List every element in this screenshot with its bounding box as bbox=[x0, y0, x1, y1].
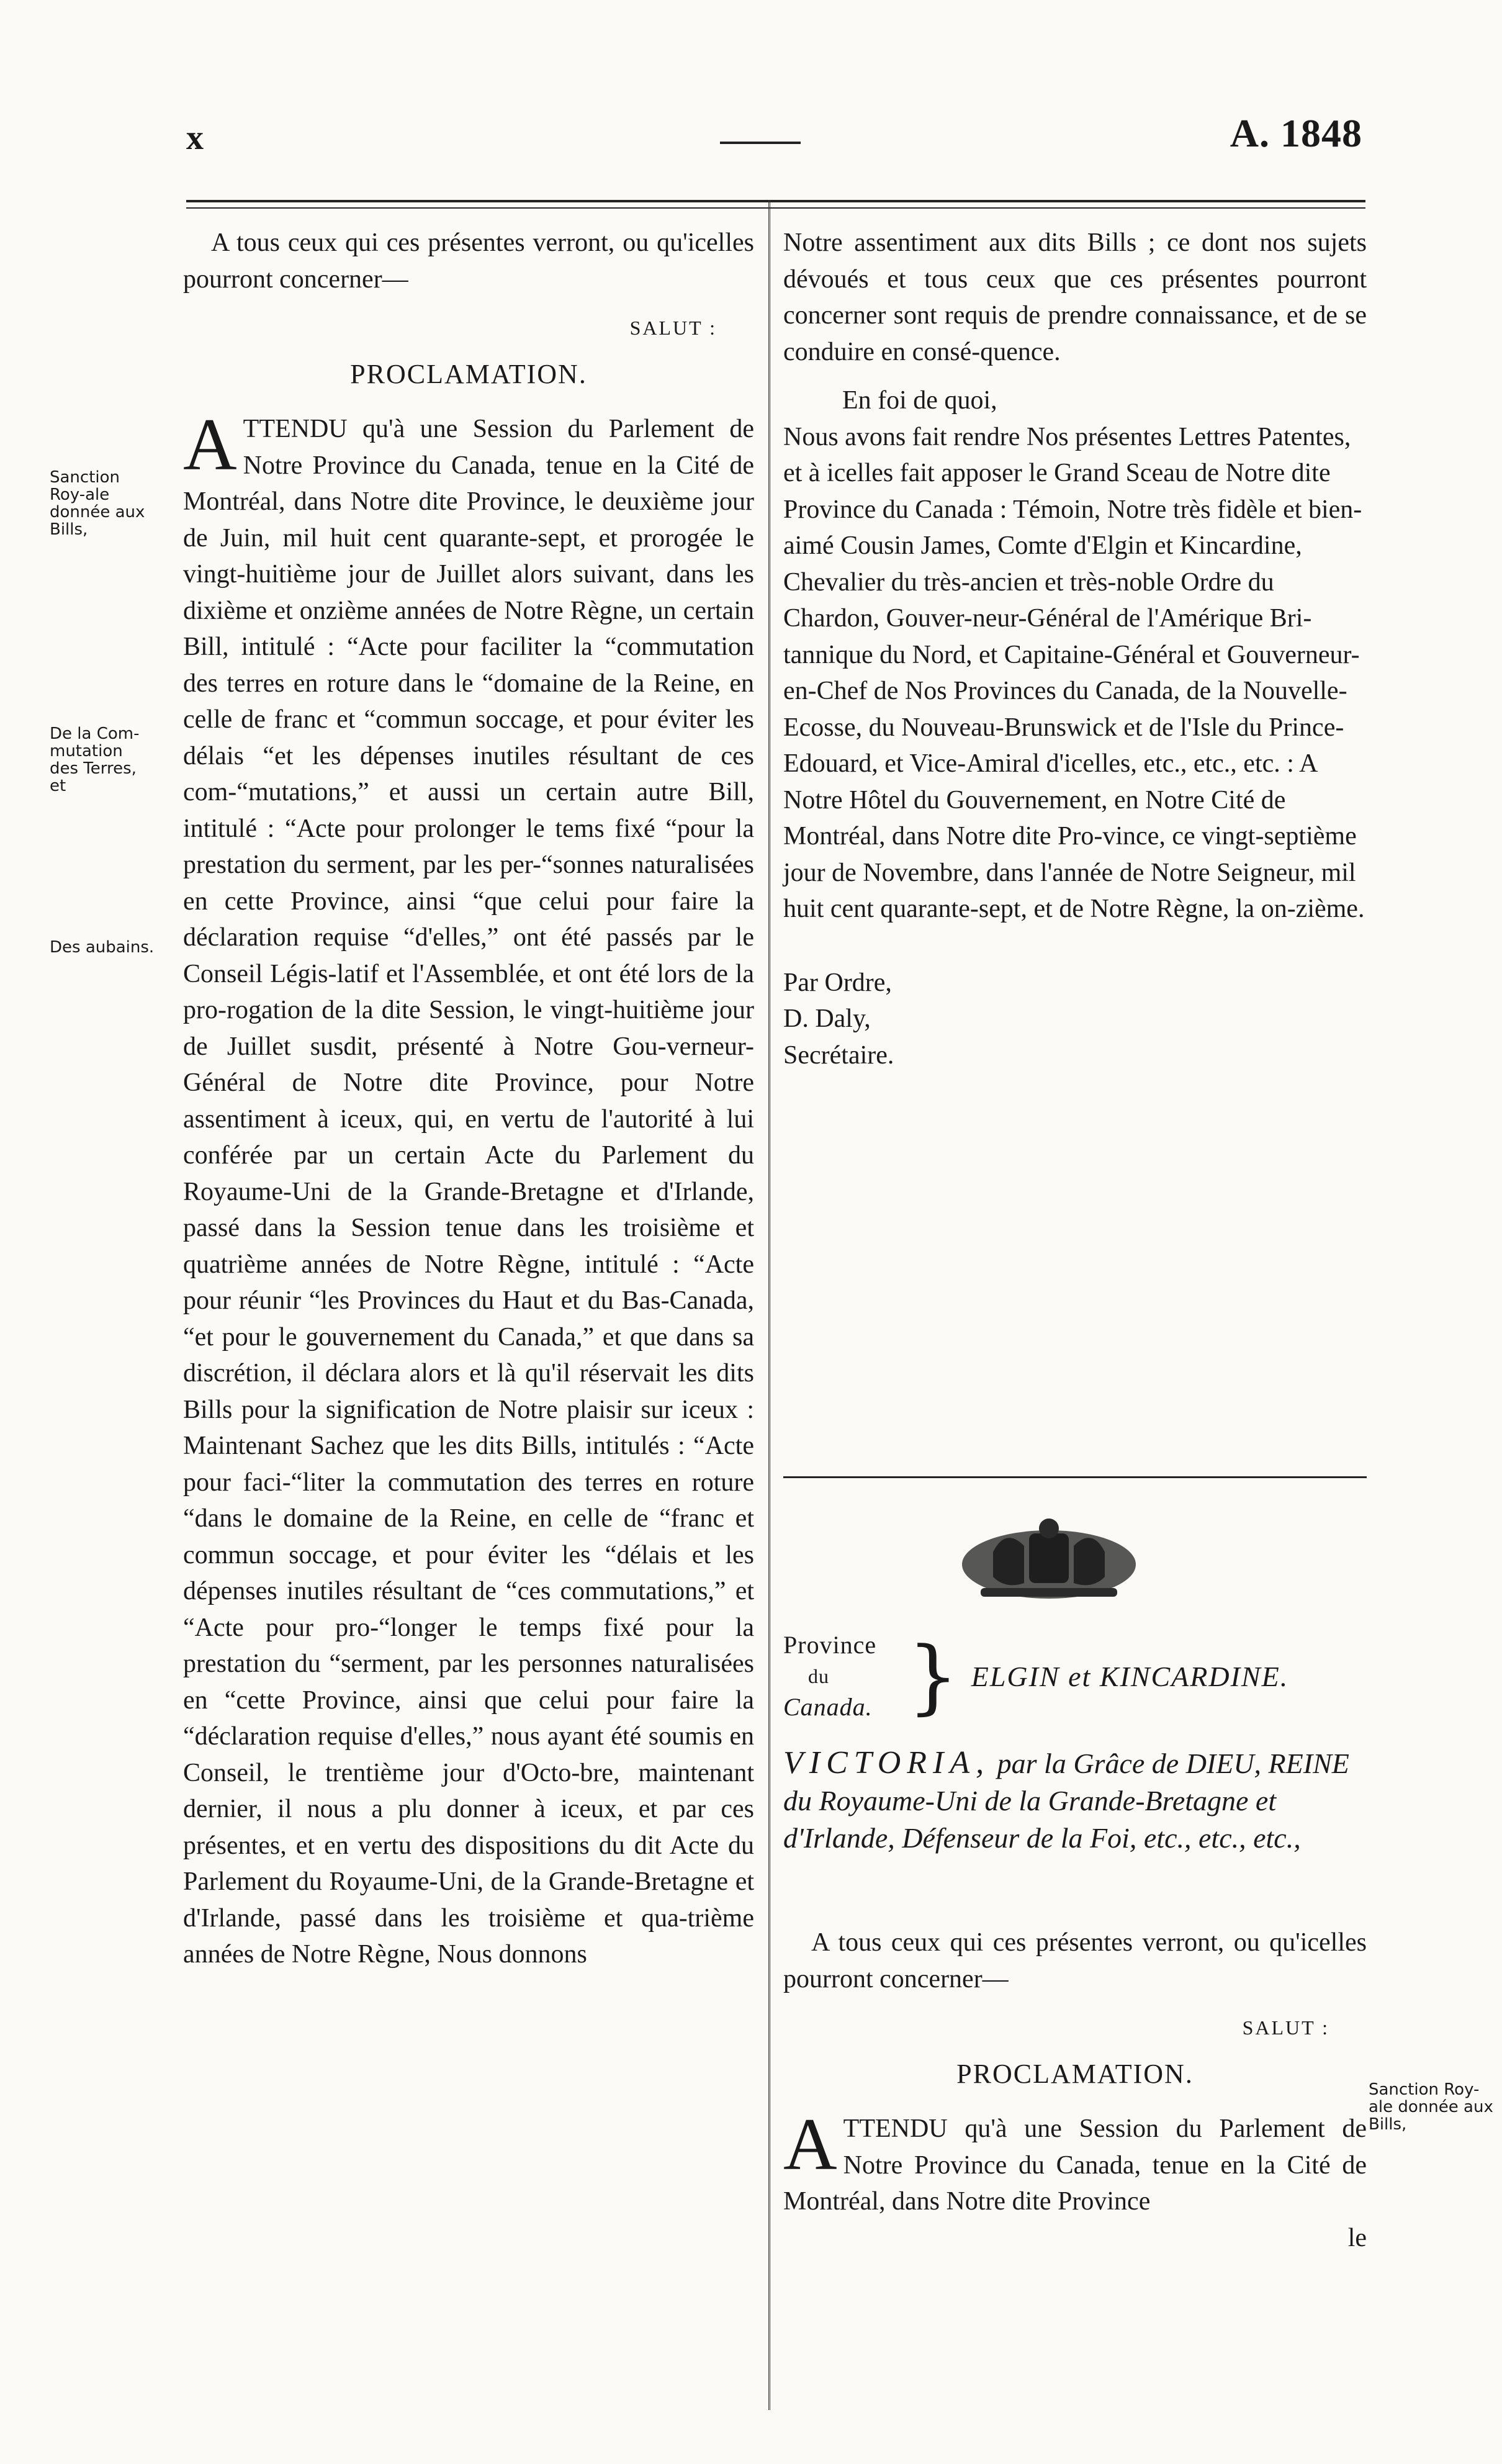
page-year: A. 1848 bbox=[1230, 111, 1362, 155]
par-ordre: Par Ordre, bbox=[783, 968, 892, 997]
top-rule-thin bbox=[186, 207, 1365, 209]
victoria-name: VICTORIA, bbox=[783, 1745, 991, 1780]
section-rule bbox=[783, 1476, 1367, 1478]
salut-line-2: SALUT : bbox=[1242, 2016, 1329, 2039]
proclamation-body-text: TTENDU qu'à une Session du Parlement de Notre Province du Canada, tenue en la Cité de Montréal, dans Notre dite Province, le deuxième jour de Juin, mil huit cent quarante-sept, et prorogée le vingt-huitième jour de Juillet alors suivant, dans les dixième et onzième années de Notre Règne, un certain Bill, intitulé : “Acte pour faciliter la “commutation des terres en roture dans le “domaine de la Reine, en celle de franc et “commun soccage, et pour éviter les délais “et les dépenses inutiles résultant de ces com-“mutations,” et aussi un certain autre Bill, intitulé : “Acte pour prolonger le tems fixé “pour la prestation du serment, par les per-“sonnes naturalisées en cette Province, ainsi “que celui pour faire la déclaration requise “d'elles,” ont été passés par le Conseil Légis-latif et l'Assemblée, et ont été lors de la pro-rogation de la dite Session, le vingt-huitième jour de Juillet susdit, présenté à Notre Gou-verneur-Général de Notre dite Province, pour Notre assentiment à iceux, qui, en vertu de l'autorité à lui conférée par un certain Acte du Parlement du Royaume-Uni de la Grande-Bretagne et d'Irlande, passé dans la Session tenue dans les troisième et quatrième années de Notre Règne, intitulé : “Acte pour réunir “les Provinces du Haut et du Bas-Canada, “et pour le gouvernement du Canada,” et que dans sa discrétion, il déclara alors et là qu'il réservait les dits Bills pour la signification de Notre plaisir sur iceux : Maintenant Sachez que les dits Bills, intitulés : “Acte pour faci-“liter la commutation des terres en roture “dans le domaine de la Reine, en celle de “franc et commun soccage, et pour éviter les “délais et les dépenses inutiles résultant de “ces commutations,” et “Acte pour pro-“longer le temps fixé pour la prestation du “serment, par les personnes naturalisées en “cette Province, ainsi que celui pour faire la “déclaration requise d'elles,” nous ayant été soumis en Conseil, le trentième jour d'Octo-bre, maintenant dernier, il nous a plu donner à iceux, et par ces présentes, et en vertu des dispositions du dit Acte du Parlement du Royaume-Uni, de la Grande-Bretagne et d'Irlande, passé dans les troisième et qua-trième années de Notre Règne, Nous donnons bbox=[183, 415, 754, 1969]
proclamation-body bbox=[183, 403, 754, 1973]
margin-note-sanction-2: Sanction Roy-ale donnée aux Bills, bbox=[1369, 2080, 1493, 2134]
margin-note-commutation: De la Com-mutation des Terres, et bbox=[50, 724, 140, 795]
continuation-paragraph: Notre assentiment aux dits Bills ; ce dont nos sujets dévoués et tous ceux que ces présentes pourront concerner sont requis de prendre connaissance, et de se conduire en consé-quence. bbox=[783, 228, 1367, 366]
page-number: x bbox=[186, 119, 204, 157]
margin-note-sanction: Sanction Roy-ale donnée aux Bills, bbox=[50, 468, 145, 539]
victoria-block bbox=[783, 1744, 1367, 1857]
header-dash bbox=[720, 142, 801, 144]
en-foi-paragraph bbox=[783, 382, 1367, 419]
left-column bbox=[183, 225, 754, 1973]
en-foi-lead: En foi de quoi, bbox=[842, 386, 997, 415]
catchword: le bbox=[1347, 2223, 1367, 2252]
drop-cap: A bbox=[183, 403, 237, 485]
proclamation-body-2 bbox=[783, 2103, 1367, 2220]
drop-cap-2: A bbox=[783, 2103, 837, 2185]
en-foi-body: Nous avons fait rendre Nos présentes Lettres Patentes, et à icelles fait apposer le Grand Sceau de Notre dite Province du Canada : Témoin, Notre très fidèle et bien-aimé Cousin James, Comte d'Elgin et Kincardine, Chevalier du très-ancien et très-noble Ordre du Chardon, Gouver-neur-Général de l'Amérique Bri-tannique du Nord, et Capitaine-Général et Gouverneur-en-Chef de Nos Provinces du Canada, de la Nouvelle-Ecosse, du Nouveau-Brunswick et de l'Isle du Prince-Edouard, et Vice-Amiral d'icelles, etc., etc., etc. : A Notre Hôtel du Gouvernement, en Notre Cité de Montréal, dans Notre dite Pro-vince, ce vingt-septième jour de Novembre, dans l'année de Notre Seigneur, mil huit cent quarante-sept, et de Notre Règne, la on-zième. bbox=[783, 422, 1365, 923]
signer-name: D. Daly, bbox=[783, 1004, 871, 1033]
top-rule bbox=[186, 200, 1365, 202]
proclamation-title-2: PROCLAMATION. bbox=[956, 2058, 1194, 2089]
brace-icon: } bbox=[907, 1629, 959, 1723]
intro-paragraph: A tous ceux qui ces présentes verront, ou qu'icelles pourront concerner— bbox=[183, 228, 754, 294]
proclamation-body-text-2: TTENDU qu'à une Session du Parlement de Notre Province du Canada, tenue en la Cité de Montréal, dans Notre dite Province bbox=[783, 2114, 1367, 2216]
intro-paragraph-2: A tous ceux qui ces présentes verront, ou qu'icelles pourront concerner— bbox=[783, 1928, 1367, 1993]
victoria-style: par la Grâce de DIEU, REINE du Royaume-Uni de la Grande-Bretagne et d'Irlande, Défenseur de la Foi, etc., etc., etc., bbox=[783, 1748, 1349, 1854]
province-block bbox=[783, 1630, 1367, 1723]
province-name: ELGIN et KINCARDINE. bbox=[971, 1660, 1289, 1692]
column-divider bbox=[768, 200, 770, 2410]
province-label: Province du Canada. bbox=[783, 1631, 877, 1721]
signer-title: Secrétaire. bbox=[783, 1040, 894, 1070]
royal-arms-emblem bbox=[956, 1515, 1142, 1617]
margin-note-aubains: Des aubains. bbox=[50, 938, 155, 957]
proclamation-title: PROCLAMATION. bbox=[350, 358, 587, 389]
right-column bbox=[783, 225, 1367, 1073]
right-column-lower bbox=[783, 1925, 1367, 2256]
salut-line: SALUT : bbox=[629, 317, 717, 339]
